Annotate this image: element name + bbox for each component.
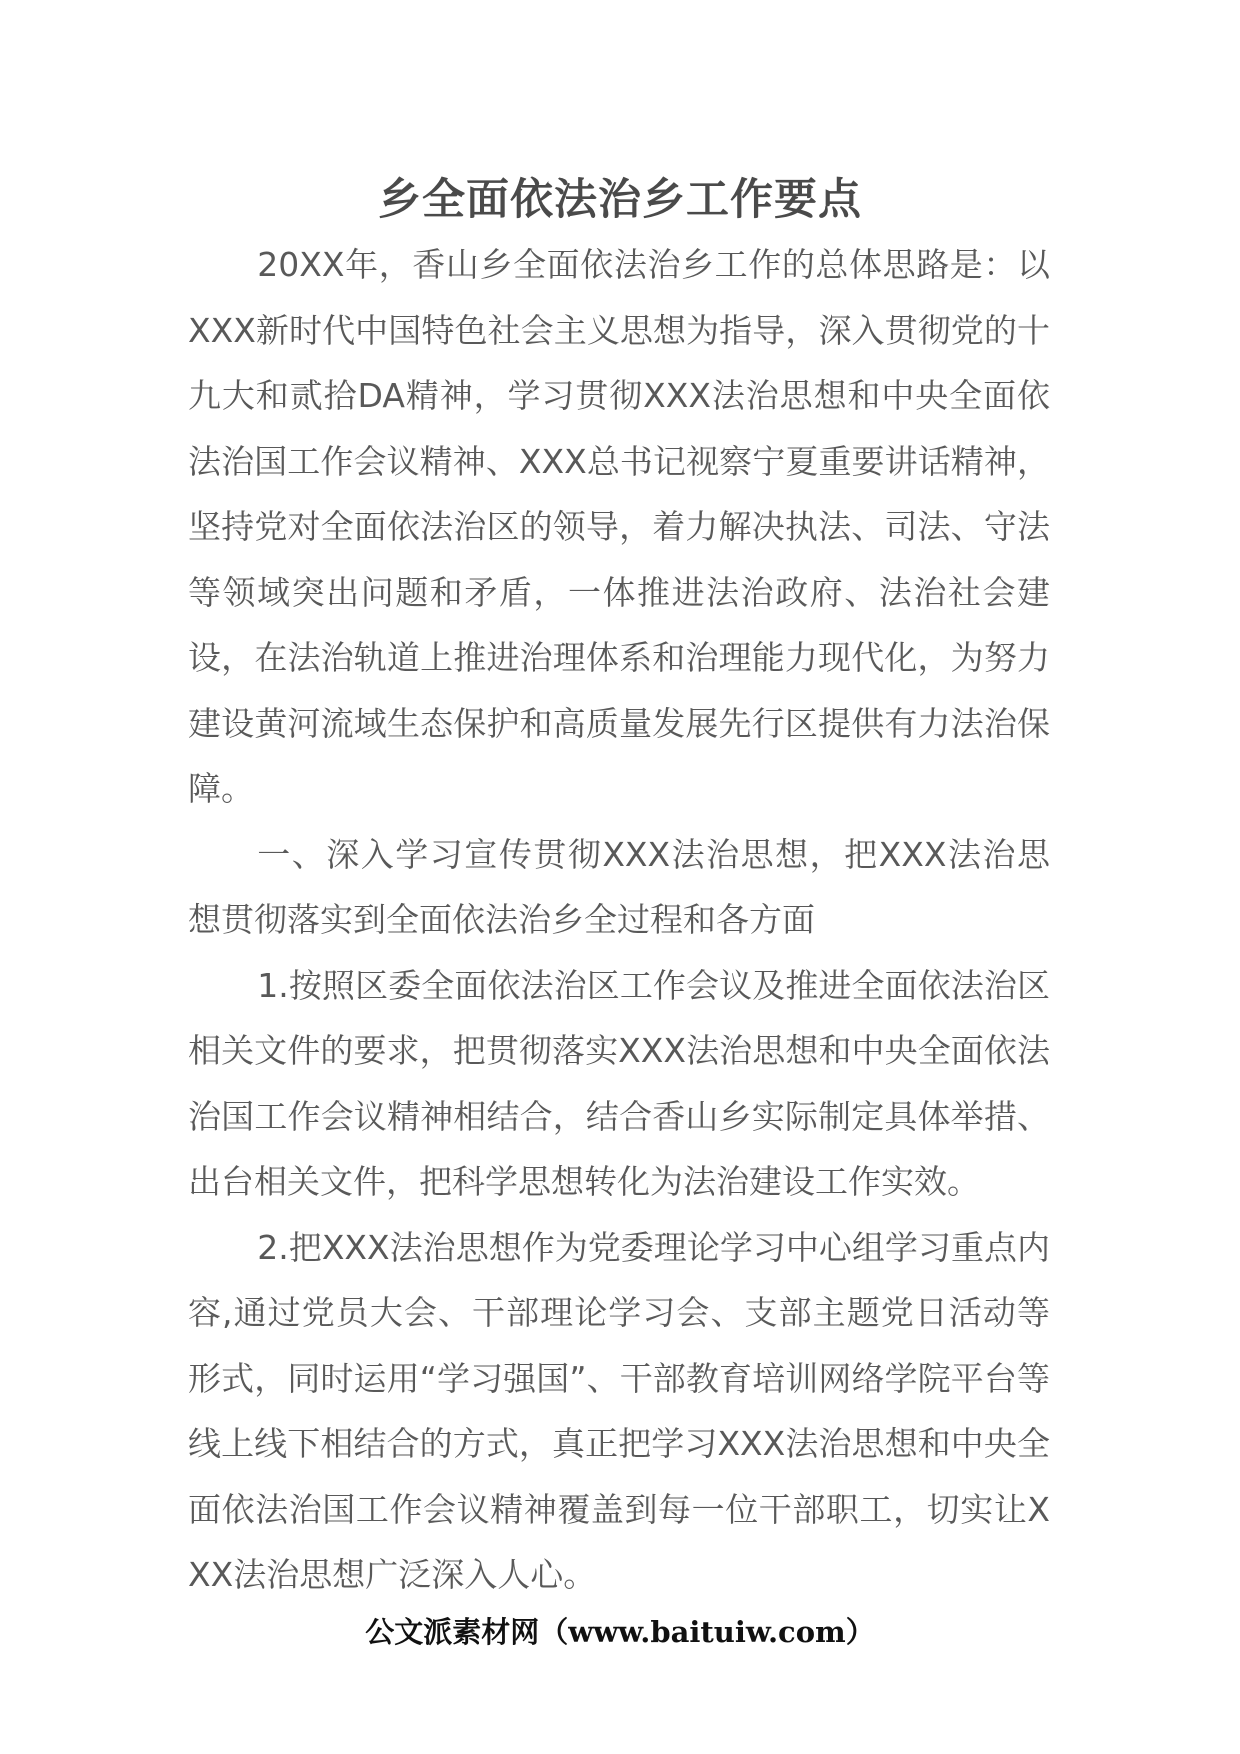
paragraph-item-1: 1.按照区委全面依法治区工作会议及推进全面依法治区相关文件的要求，把贯彻落实XXX法治思想和中央全面依法治国工作会议精神相结合，结合香山乡实际制定具体举措、出台相关文件，把科学思想转化为法治建设工作实效。 xyxy=(188,965,1050,1201)
document-body xyxy=(188,232,1050,1608)
paragraph-overview: 20XX年，香山乡全面依法治乡工作的总体思路是：以XXX新时代中国特色社会主义思想为指导，深入贯彻党的十九大和贰拾DA精神，学习贯彻XXX法治思想和中央全面依法治国工作会议精神、XXX总书记视察宁夏重要讲话精神，坚持党对全面依法治区的领导，着力解决执法、司法、守法等领域突出问题和矛盾，一体推进法治政府、法治社会建设，在法治轨道上推进治理体系和治理能力现代化，为努力建设黄河流域生态保护和高质量发展先行区提供有力法治保障。 xyxy=(188,245,1050,808)
section-heading-1: 一、深入学习宣传贯彻XXX法治思想，把XXX法治思想贯彻落实到全面依法治乡全过程和各方面 xyxy=(188,834,1050,939)
document-title: 乡全面依法治乡工作要点 xyxy=(378,175,862,225)
footer-watermark: 公文派素材网（www.baituiw.com） xyxy=(365,1615,875,1649)
paragraph-item-2: 2.把XXX法治思想作为党委理论学习中心组学习重点内容,通过党员大会、干部理论学习会、支部主题党日活动等形式，同时运用“学习强国”、干部教育培训网络学院平台等线上线下相结合的方式，真正把学习XXX法治思想和中央全面依法治国工作会议精神覆盖到每一位干部职工，切实让XXX法治思想广泛深入人心。 xyxy=(188,1227,1050,1594)
